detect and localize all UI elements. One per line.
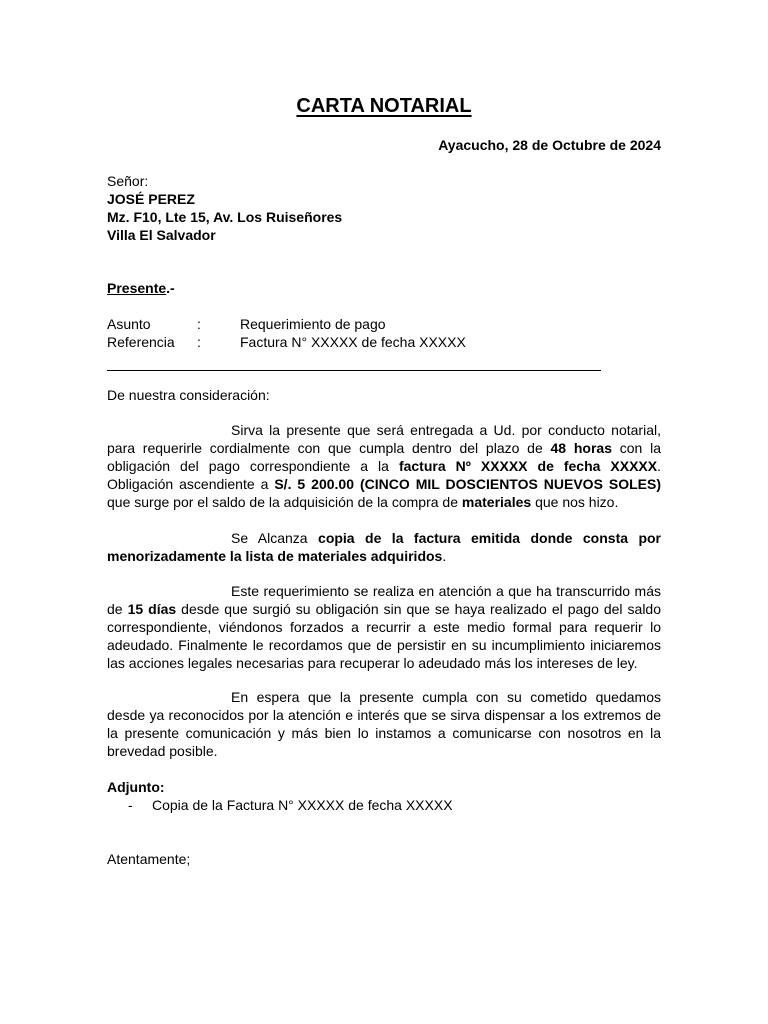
- recipient-block: [107, 172, 342, 244]
- paragraph-2: Se Alcanza copia de la factura emitida donde consta por menorizadamente la lista de materiales adquiridos.: [107, 530, 662, 564]
- presente-word: Presente: [107, 280, 167, 296]
- paragraph-4: En espera que la presente cumpla con su cometido quedamos desde ya reconocidos por la atención e interés que se sirva dispensar a los extremos de la presente comunicación y más bien lo instamos a comunicarse con nosotros en la brevedad posible.: [107, 689, 661, 759]
- recipient-name: JOSÉ PEREZ: [107, 191, 195, 207]
- meta-row-referencia: [107, 333, 466, 351]
- meta-value: Requerimiento de pago: [240, 316, 386, 332]
- adjunto-item: [128, 796, 453, 814]
- presente-heading: [107, 279, 175, 297]
- list-dash: -: [128, 797, 133, 813]
- meta-row-asunto: [107, 315, 386, 333]
- meta-separator: :: [197, 316, 201, 332]
- meta-value: Factura N° XXXXX de fecha XXXXX: [240, 334, 466, 350]
- paragraph-3: Este requerimiento se realiza en atención a que ha transcurrido más de 15 días desde que surgió su obligación sin que se haya realizado el pago del saldo correspondiente, viéndonos forzados a recurrir a este medio formal para requerir lo adeudado. Finalmente le recordamos que de persistir en su incumplimiento iniciaremos las acciones legales necesarias para recuperar lo adeudado más los intereses de ley.: [107, 583, 662, 671]
- separator-rule: [107, 370, 601, 371]
- meta-key: Asunto: [107, 316, 151, 332]
- salutation: Señor:: [107, 173, 149, 189]
- recipient-address: Mz. F10, Lte 15, Av. Los Ruiseñores: [107, 209, 343, 225]
- paragraph-1: Sirva la presente que será entregada a Ud. por conducto notarial, para requerirle cordialmente con que cumpla dentro del plazo de 48 horas con la obligación del pago correspondiente a la factura Nº XXXXX de fecha XXXXX. Obligación ascendiente a S/. 5 200.00 (CINCO MIL DOSCIENTOS NUEVOS SOLES) que surge por el saldo de la adquisición de la compra de materiales que nos hizo.: [107, 422, 661, 510]
- meta-separator: :: [197, 334, 201, 350]
- adjunto-title: Adjunto:: [107, 779, 165, 795]
- presente-suffix: .-: [166, 280, 175, 296]
- document-title: CARTA NOTARIAL: [296, 95, 472, 117]
- recipient-district: Villa El Salvador: [107, 227, 216, 243]
- meta-key: Referencia: [107, 334, 175, 350]
- closing: Atentamente;: [107, 851, 191, 867]
- greeting: De nuestra consideración:: [107, 387, 270, 403]
- date-line: Ayacucho, 28 de Octubre de 2024: [438, 137, 661, 153]
- adjunto-item-text: Copia de la Factura N° XXXXX de fecha XXXXX: [152, 797, 453, 813]
